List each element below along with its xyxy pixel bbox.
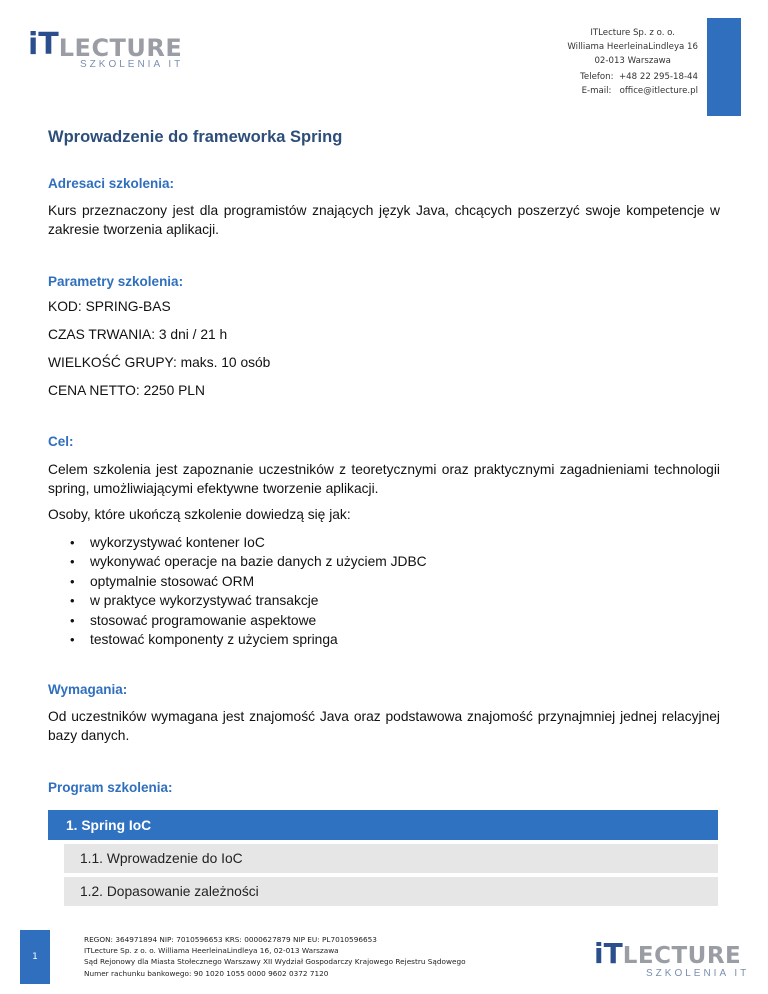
company-city: 02-013 Warszawa	[594, 56, 671, 66]
section-heading-program: Program szkolenia:	[48, 780, 173, 795]
program-section-header: 1. Spring IoC	[48, 810, 718, 840]
page-number: 1	[32, 952, 38, 962]
cel-bullet-list	[48, 533, 427, 649]
header-accent-bar	[707, 18, 741, 116]
program-item: 1.1. Wprowadzenie do IoC	[64, 844, 718, 873]
program-item: 1.2. Dopasowanie zależności	[64, 877, 718, 906]
param-kod: KOD: SPRING-BAS	[48, 299, 171, 314]
section-heading-parametry: Parametry szkolenia:	[48, 274, 184, 289]
itlecture-logo	[28, 27, 184, 70]
footer-line-regon: REGON: 364971894 NIP: 7010596653 KRS: 0000627879 NIP EU: PL7010596653	[84, 935, 377, 944]
footer-logo-lecture-text: LECTURE	[622, 943, 742, 969]
itlecture-footer-logo	[594, 937, 750, 979]
footer-line-address: ITLecture Sp. z o. o. Williama HeerleinaLindleya 16, 02-013 Warszawa	[84, 946, 339, 956]
section-heading-adresaci: Adresaci szkolenia:	[48, 176, 175, 191]
contact-phone: Telefon: +48 22 295-18-44	[580, 72, 698, 82]
logo-lecture-text: LECTURE	[58, 34, 183, 62]
company-name: ITLecture Sp. z o. o.	[590, 28, 675, 38]
list-item: • optymalnie stosować ORM	[48, 572, 427, 591]
adresaci-text: Kurs przeznaczony jest dla programistów znających język Java, chcących poszerzyć swoje kompetencje w zakresie tworzenia aplikacji.	[48, 203, 720, 237]
cel-text: Celem szkolenia jest zapoznanie uczestników z teoretycznymi oraz praktycznymi zagadnieniami technologii spring, umożliwiającymi efektywne tworzenie aplikacji.	[48, 462, 720, 496]
wymagania-text: Od uczestników wymagana jest znajomość Java oraz podstawowa znajomość przynajmniej jednej relacyjnej bazy danych.	[48, 709, 720, 743]
list-item: • testować komponenty z użyciem springa	[48, 630, 427, 649]
contact-email: E-mail: office@itlecture.pl	[581, 86, 698, 96]
list-item: • wykonywać operacje na bazie danych z użyciem JDBC	[48, 552, 427, 571]
param-czas: CZAS TRWANIA: 3 dni / 21 h	[48, 327, 228, 342]
logo-subtitle: SZKOLENIA IT	[80, 59, 184, 70]
page-title: Wprowadzenie do frameworka Spring	[48, 128, 343, 146]
cel-intro: Osoby, które ukończą szkolenie dowiedzą się jak:	[48, 507, 351, 522]
section-heading-cel: Cel:	[48, 434, 74, 449]
param-grupa: WIELKOŚĆ GRUPY: maks. 10 osób	[48, 355, 271, 370]
page-number-box	[20, 930, 50, 984]
company-street: Williama HeerleinaLindleya 16	[567, 42, 698, 52]
param-cena: CENA NETTO: 2250 PLN	[48, 383, 205, 398]
footer-line-bank: Numer rachunku bankowego: 90 1020 1055 0000 9602 0372 7120	[84, 968, 329, 978]
list-item: • w praktyce wykorzystywać transakcje	[48, 591, 427, 610]
footer-logo-subtitle: SZKOLENIA IT	[646, 968, 750, 979]
footer-line-court: Sąd Rejonowy dla Miasta Stołecznego Warszawy XII Wydział Gospodarczy Krajowego Rejestru Sądowego	[84, 957, 466, 967]
company-contact	[580, 70, 698, 98]
logo-it-text: iT	[28, 27, 59, 62]
section-heading-wymagania: Wymagania:	[48, 682, 128, 697]
footer-logo-it-text: iT	[594, 937, 623, 970]
list-item: • wykorzystywać kontener IoC	[48, 533, 427, 552]
footer-legal-info	[84, 934, 466, 979]
list-item: • stosować programowanie aspektowe	[48, 611, 427, 630]
company-address	[567, 26, 698, 68]
